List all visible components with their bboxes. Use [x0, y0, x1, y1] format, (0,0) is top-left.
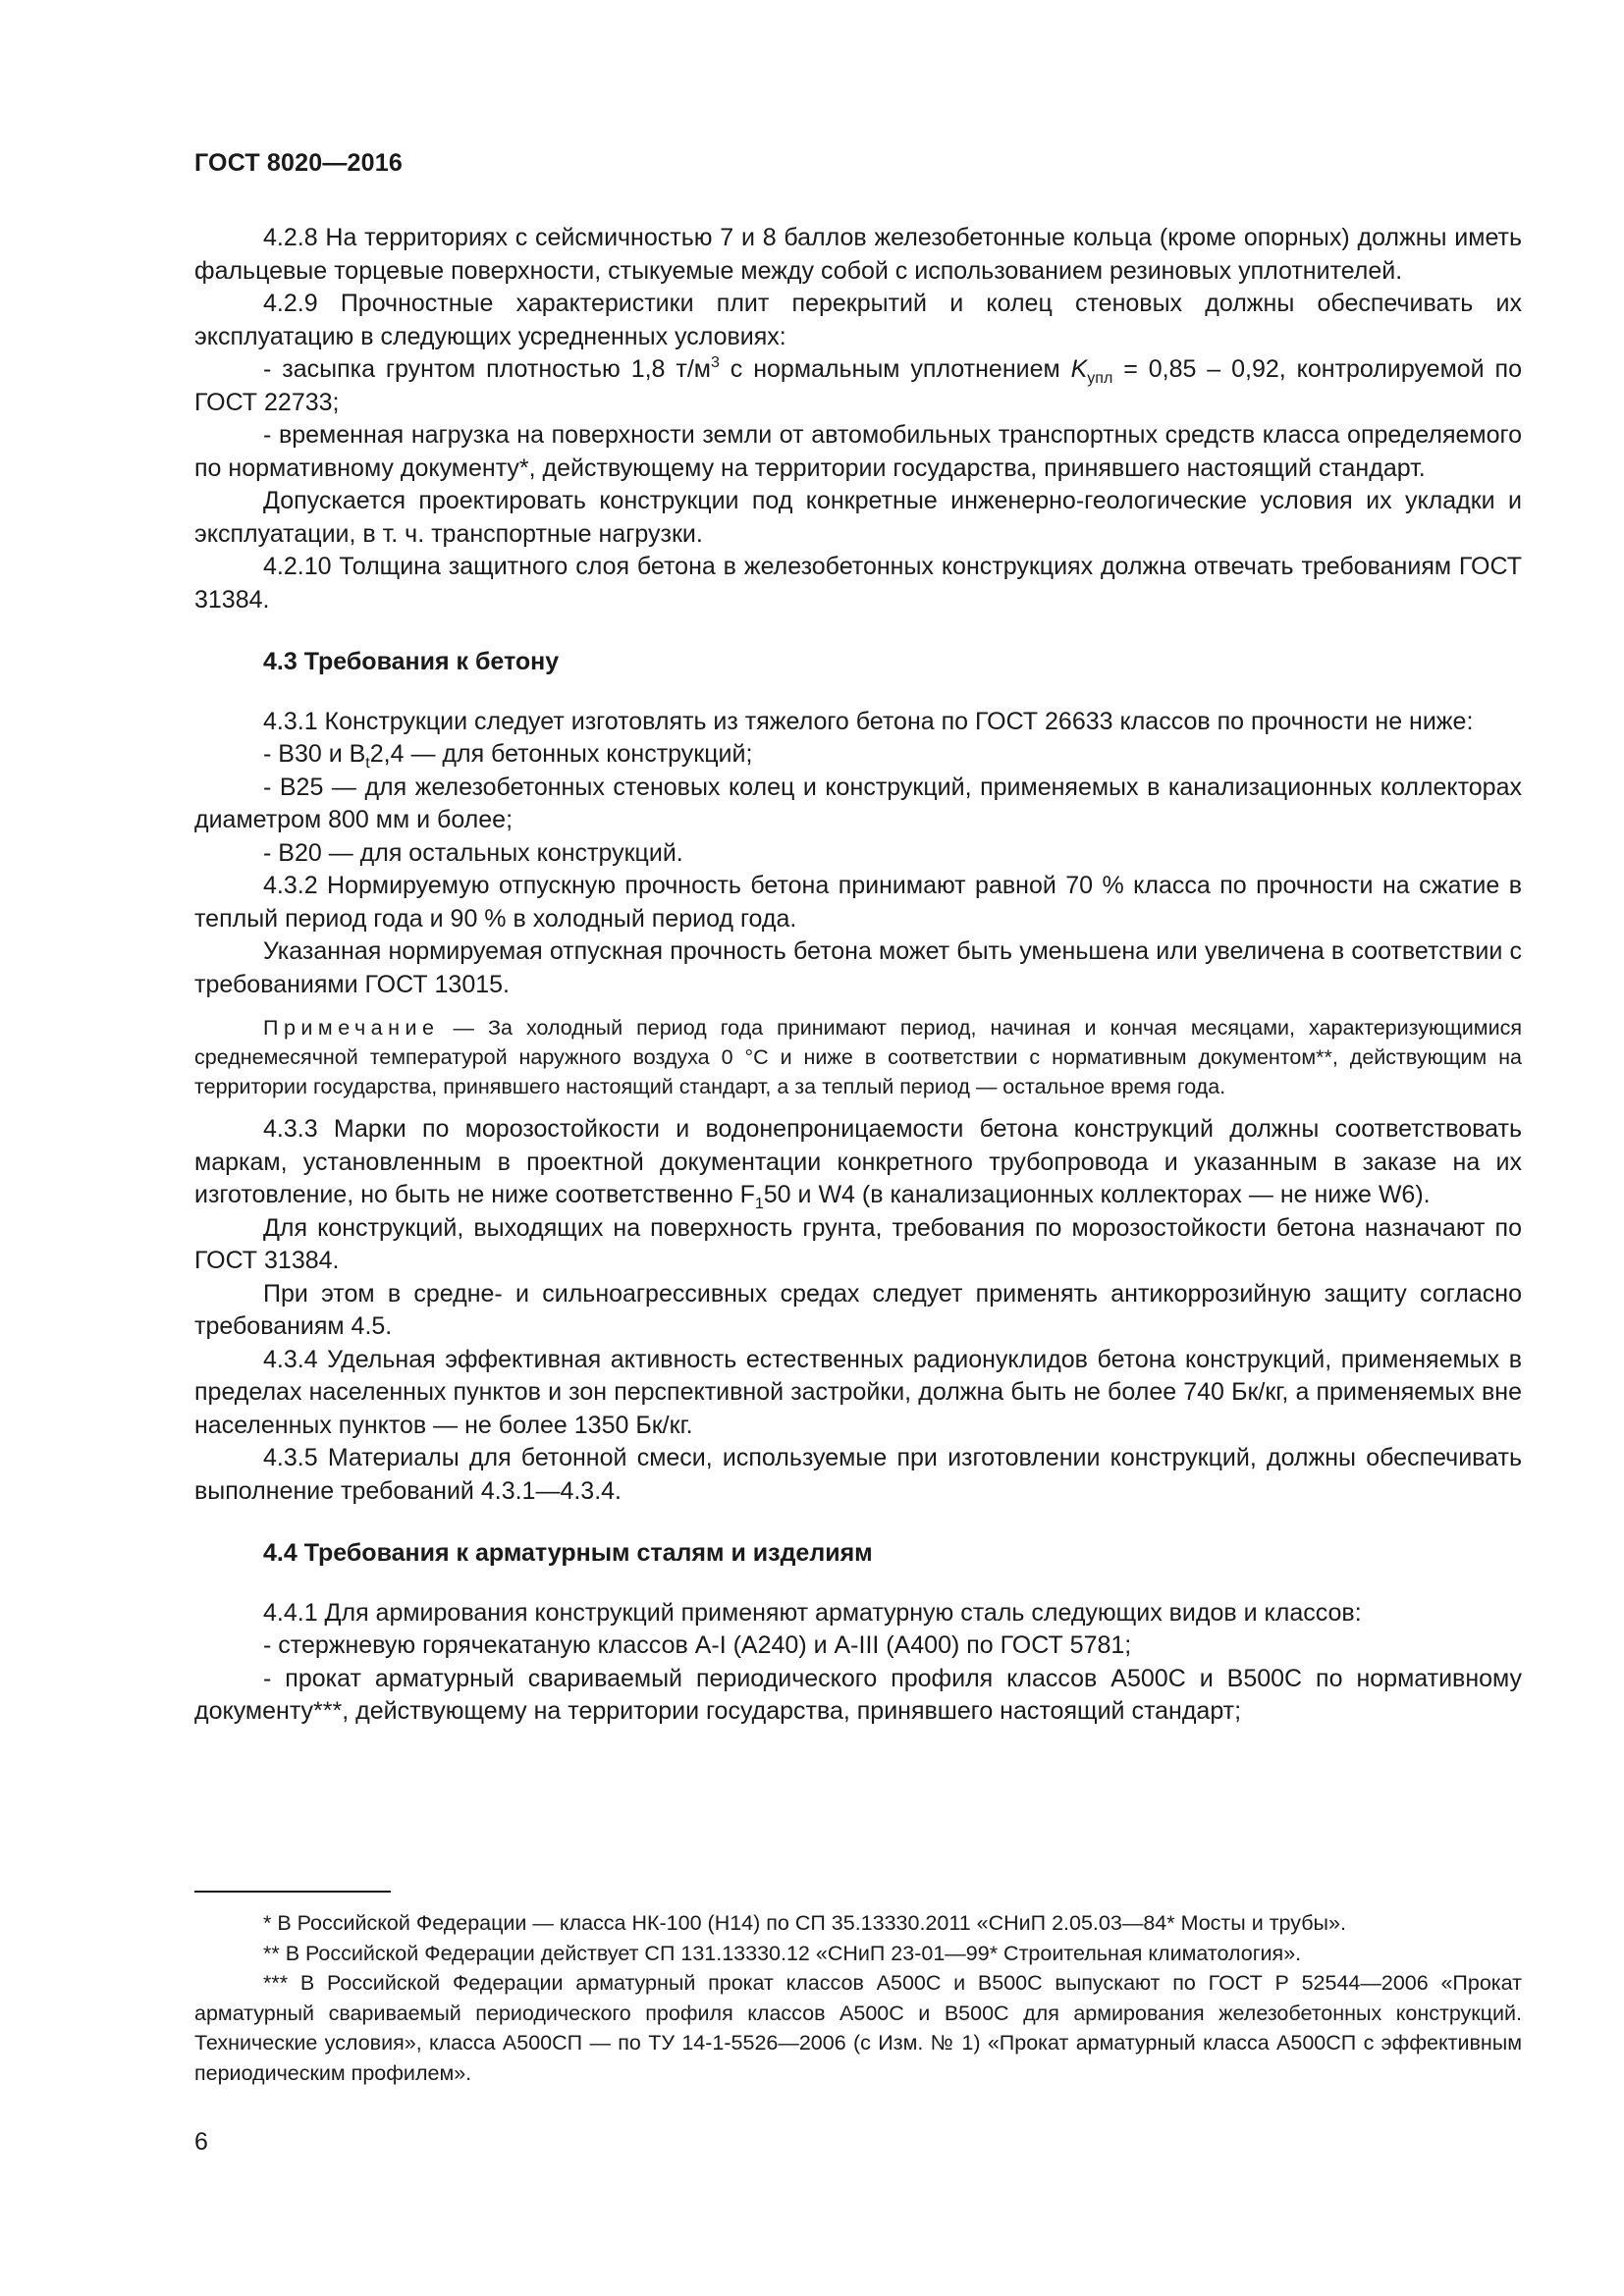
formula-symbol: K	[1070, 355, 1088, 383]
footnote: ** В Российской Федерации действует СП 131.13330.12 «СНиП 23-01—99* Строительная климатология».	[263, 1941, 1302, 1965]
document-header: ГОСТ 8020—2016	[194, 149, 403, 177]
subscript: 1	[754, 1196, 764, 1212]
section-heading: 4.3 Требования к бетону	[263, 648, 560, 675]
footnote-divider	[194, 1891, 391, 1893]
section-heading: 4.4 Требования к арматурным сталям и изделиям	[263, 1539, 873, 1567]
paragraph: - В20 — для остальных конструкций.	[263, 838, 683, 867]
document-body	[194, 222, 1522, 1729]
paragraph: 4.2.10 Толщина защитного слоя бетона в железобетонных конструкциях должна отвечать требованиям ГОСТ 31384.	[194, 553, 1522, 614]
paragraph: - прокат арматурный свариваемый периодического профиля классов А500С и В500С по нормативному документу***, действующему на территории государства, принявшего настоящий стандарт;	[194, 1664, 1522, 1725]
note-label: Примечание	[263, 1016, 440, 1040]
paragraph: Для конструкций, выходящих на поверхность грунта, требования по морозостойкости бетона назначают по ГОСТ 31384.	[194, 1213, 1522, 1274]
paragraph: 4.3.4 Удельная эффективная активность естественных радионуклидов бетона конструкций, применяемых в пределах населенных пунктов и зон перспективной застройки, должна быть не более 740 Бк/кг, а применяемых вне населенных пунктов — не более 1350 Бк/кг.	[194, 1345, 1522, 1439]
paragraph: 4.4.1 Для армирования конструкций применяют арматурную сталь следующих видов и классов:	[263, 1598, 1362, 1627]
paragraph: 4.3.2 Нормируемую отпускную прочность бетона принимают равной 70 % класса по прочности на сжатие в теплый период года и 90 % в холодный период года.	[194, 872, 1522, 933]
superscript: 3	[710, 353, 720, 371]
footnote: * В Российской Федерации — класса НК-100 (Н14) по СП 35.13330.2011 «СНиП 2.05.03—84* Мосты и трубы».	[263, 1911, 1346, 1935]
paragraph: 4.3.1 Конструкции следует изготовлять из тяжелого бетона по ГОСТ 26633 классов по прочности не ниже:	[263, 707, 1474, 735]
footnotes	[194, 1908, 1522, 2088]
paragraph: 4.2.8 На территориях с сейсмичностью 7 и 8 баллов железобетонные кольца (кроме опорных) должны иметь фальцевые торцевые поверхности, стыкуемые между собой с использованием резиновых уплотнителей.	[194, 224, 1522, 285]
paragraph: 4.3.5 Материалы для бетонной смеси, используемые при изготовлении конструкций, должны обеспечивать выполнение требований 4.3.1—4.3.4.	[194, 1444, 1522, 1505]
note: Примечание — За холодный период года принимают период, начиная и кончая месяцами, характеризующимися среднемесячной температурой наружного воздуха 0 °С и ниже в соответствии с нормативным документом**, действующим на территории государства, принявшего настоящий стандарт, а за теплый период — остальное время года.	[194, 1016, 1522, 1098]
paragraph: - В30 и $В_t2,4$ — для бетонных конструкций;	[263, 740, 753, 772]
paragraph: - В25 — для железобетонных стеновых колец и конструкций, применяемых в канализационных коллекторах диаметром 800 мм и более;	[194, 773, 1522, 833]
paragraph: При этом в средне- и сильноагрессивных средах следует применять антикоррозийную защиту согласно требованиям 4.5.	[194, 1279, 1522, 1340]
subscript: упл	[1087, 370, 1113, 387]
paragraph: - засыпка грунтом плотностью 1,8 $т/м^3$ с нормальным уплотнением $K_{упл} = 0,85 - 0,92$, контролируемой по ГОСТ 22733;	[194, 353, 1522, 416]
paragraph: 4.3.3 Марки по морозостойкости и водонепроницаемости бетона конструкций должны соответствовать маркам, установленным в проектной документации конкретного трубопровода и указанным в заказе на их изготовление, но быть не ниже соответственно $F_150$ и W4 (в канализационных коллекторах — не ниже W6).	[194, 1115, 1522, 1212]
paragraph: - временная нагрузка на поверхности земли от автомобильных транспортных средств класса определяемого по нормативному документу*, действующему на территории государства, принявшего настоящий стандарт.	[194, 421, 1522, 482]
paragraph: Допускается проектировать конструкции под конкретные инженерно-геологические условия их укладки и эксплуатации, в т. ч. транспортные нагрузки.	[194, 487, 1522, 548]
subscript: t	[365, 755, 370, 772]
paragraph: - стержневую горячекатаную классов А-I (А240) и А-III (А400) по ГОСТ 5781;	[263, 1631, 1132, 1659]
paragraph: 4.2.9 Прочностные характеристики плит перекрытий и колец стеновых должны обеспечивать их эксплуатацию в следующих усредненных условиях:	[194, 290, 1522, 350]
page-number: 6	[194, 2128, 208, 2156]
paragraph: Указанная нормируемая отпускная прочность бетона может быть уменьшена или увеличена в соответствии с требованиями ГОСТ 13015.	[194, 937, 1522, 998]
footnote: *** В Российской Федерации арматурный прокат классов А500С и В500С выпускают по ГОСТ Р 52544—2006 «Прокат арматурный свариваемый периодического профиля классов А500С и В500С для армирования железобетонных конструкций. Технические условия», класса А500СП — по ТУ 14-1-5526—2006 (с Изм. № 1) «Прокат арматурный класса А500СП с эффективным периодическим профилем».	[194, 1971, 1522, 2085]
